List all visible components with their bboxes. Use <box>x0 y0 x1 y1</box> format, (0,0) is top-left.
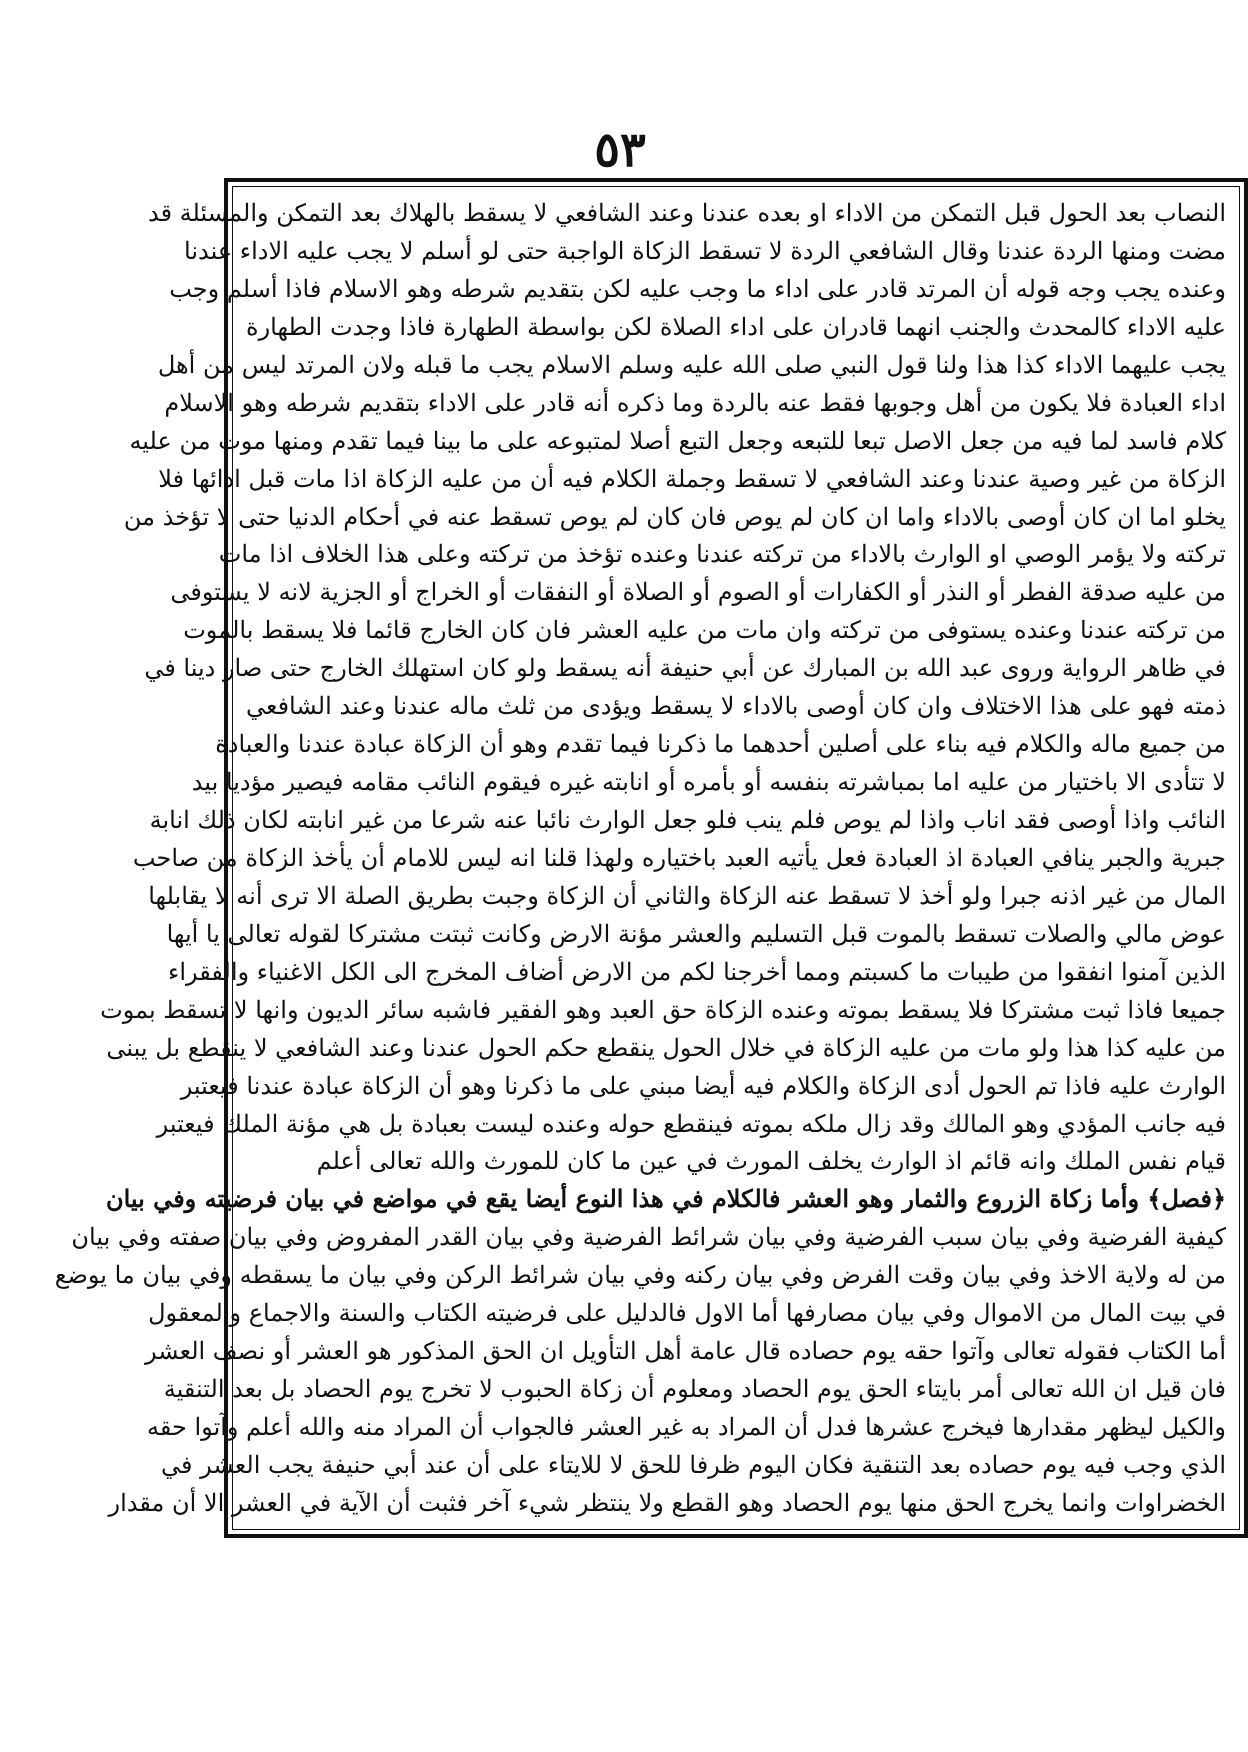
text-line: في ظاهر الرواية وروى عبد الله بن المبارك عن أبي حنيفة أنه يسقط ولو كان استهلك الخارج حتى صار دينا في <box>144 654 1226 683</box>
text-line: والكيل ليظهر مقدارها فيخرج عشرها فدل أن المراد به غير العشر فالجواب أن المراد منه والله أعلم وآتوا حقه <box>147 1413 1226 1441</box>
text-line: لا تتأدى الا باختيار من عليه اما بمباشرته بنفسه أو بأمره أو انابته غيره فيقوم النائب مقامه فيصير مؤديا بيد <box>191 768 1226 797</box>
text-line: ذمته فهو على هذا الاختلاف وان كان أوصى بالاداء لا يسقط ويؤدى من ثلث ماله عندنا وعند الشافعي <box>246 692 1226 721</box>
text-line: عليه الاداء كالمحدث والجنب انهما قادران على اداء الصلاة لكن بواسطة الطهارة فاذا وجدت الطهارة <box>246 312 1226 341</box>
text-line: الزكاة من غير وصية عندنا وعند الشافعي لا تسقط وجملة الكلام فيه أن من عليه الزكاة اذا مات قبل ادائها فلا <box>158 464 1226 493</box>
text-line: تركته ولا يؤمر الوصي او الوارث بالاداء من تركته عندنا وعنده تؤخذ من تركته وعلى هذا الخلاف اذا مات <box>218 540 1226 569</box>
text-line: من له ولاية الاخذ وفي بيان وقت الفرض وفي بيان ركنه وفي بيان شرائط الركن وفي بيان ما يسقطه وفي بيان ما يوضع <box>54 1261 1226 1290</box>
text-line: جميعا فاذا ثبت مشتركا فلا يسقط بموته وعنده الزكاة حق العبد وهو الفقير فاشبه سائر الديون وانها لا تسقط بموت <box>100 995 1226 1024</box>
page-number: ٥٣ <box>594 122 646 178</box>
text-line: كيفية الفرضية وفي بيان سبب الفرضية وفي بيان شرائط الفرضية وفي بيان القدر المفروض وفي بيان صفته وفي بيان <box>71 1223 1226 1252</box>
section-heading-line: ﴿فصل﴾ وأما زكاة الزروع والثمار وهو العشر فالكلام في هذا النوع أيضا يقع في مواضع في بيان فرضيته وفي بيان <box>105 1184 1226 1214</box>
text-line: فان قيل ان الله تعالى أمر بايتاء الحق يوم الحصاد ومعلوم أن زكاة الحبوب لا تخرج يوم الحصاد بل بعد التنقية <box>163 1375 1226 1404</box>
text-line: الخضراوات وانما يخرج الحق منها يوم الحصاد وهو القطع ولا ينتظر شيء آخر فثبت أن الآية في العشر الا أن مقدار <box>108 1488 1226 1517</box>
text-line: من عليه كذا هذا ولو مات من عليه الزكاة في خلال الحول ينقطع حكم الحول عندنا وعند الشافعي لا ينقطع بل يبنى <box>106 1033 1226 1062</box>
text-line: وعنده يجب وجه قوله أن المرتد قادر على اداء ما وجب عليه لكن بتقديم شرطه وهو الاسلام فاذا أسلم وجب <box>169 274 1226 303</box>
text-line: النائب واذا أوصى فقد اناب واذا لم يوص فلم ينب فلو جعل الوارث نائبا عنه شرعا من غير انابته لكان ذلك انابة <box>149 806 1226 834</box>
text-line: الذين آمنوا انفقوا من طيبات ما كسبتم ومما أخرجنا لكم من الارض أضاف المخرج الى الكل الاغنياء والفقراء <box>168 957 1226 986</box>
text-line: يجب عليهما الاداء كذا هذا ولنا قول النبي صلى الله عليه وسلم الاسلام يجب ما قبله ولان المرتد ليس من أهل <box>157 350 1226 379</box>
text-line: من تركته عندنا وعنده يستوفى من تركته وان مات من عليه العشر فان كان الخارج قائما فلا يسقط بالموت <box>183 616 1226 645</box>
body-text <box>54 196 1226 1520</box>
text-line: من جميع ماله والكلام فيه بناء على أصلين أحدهما ما ذكرنا فيما تقدم وهو أن الزكاة عبادة عندنا والعبادة <box>215 730 1226 759</box>
text-line: أما الكتاب فقوله تعالى وآتوا حقه يوم حصاده قال عامة أهل التأويل ان الحق المذكور هو العشر أو نصف العشر <box>144 1337 1226 1366</box>
text-line: قيام نفس الملك وانه قائم اذ الوارث يخلف المورث في عين ما كان للمورث والله تعالى أعلم <box>316 1147 1226 1176</box>
text-line: الوارث عليه فاذا تم الحول أدى الزكاة والكلام فيه أيضا مبني على ما ذكرنا وهو أن الزكاة عبادة عندنا فيعتبر <box>180 1071 1226 1100</box>
text-line: الذي وجب فيه يوم حصاده بعد التنقية فكان اليوم ظرفا للحق لا للايتاء على أن عند أبي حنيفة يجب العشر في <box>161 1450 1226 1479</box>
text-line: عوض مالي والصلات تسقط بالموت قبل التسليم والعشر مؤنة الارض وكانت ثبتت مشتركا لقوله تعالى يا أيها <box>166 919 1226 948</box>
text-line: المال من غير اذنه جبرا ولو أخذ لا تسقط عنه الزكاة والثاني أن الزكاة وجبت بطريق الصلة الا ترى أنه لا يقابلها <box>148 881 1226 910</box>
text-line: النصاب بعد الحول قبل التمكن من الاداء او بعده عندنا وعند الشافعي لا يسقط بالهلاك بعد التمكن والمسئلة قد <box>147 199 1226 227</box>
text-line: فيه جانب المؤدي وهو المالك وقد زال ملكه بموته فينقطع حوله وعنده ليست بعبادة بل هي مؤنة الملك فيعتبر <box>156 1109 1226 1138</box>
text-line: جبرية والجبر ينافي العبادة اذ العبادة فعل يأتيه العبد باختياره ولهذا قلنا انه ليس للامام أن يأخذ الزكاة من صاحب <box>132 843 1226 872</box>
text-line: مضت ومنها الردة عندنا وقال الشافعي الردة لا تسقط الزكاة الواجبة حتى لو أسلم لا يجب عليه الاداء عندنا <box>184 236 1226 265</box>
text-line: كلام فاسد لما فيه من جعل الاصل تبعا للتبعه وجعل التبع أصلا لمتبوعه على ما بينا فيما تقدم ومنها موت من عليه <box>129 426 1226 455</box>
text-line: من عليه صدقة الفطر أو النذر أو الكفارات أو الصوم أو الصلاة أو النفقات أو الخراج أو الجزية لانه لا يستوفى <box>170 578 1226 607</box>
text-line: اداء العبادة فلا يكون من أهل وجوبها فقط عنه بالردة وما ذكره أنه قادر على الاداء بتقديم شرطه وهو الاسلام <box>164 388 1226 417</box>
text-line: في بيت المال من الاموال وفي بيان مصارفها أما الاول فالدليل على فرضيته الكتاب والسنة والاجماع والمعقول <box>148 1299 1226 1328</box>
text-line: يخلو اما ان كان أوصى بالاداء واما ان كان لم يوص فان كان لم يوص تسقط عنه في أحكام الدنيا حتى لا تؤخذ من <box>123 502 1226 531</box>
